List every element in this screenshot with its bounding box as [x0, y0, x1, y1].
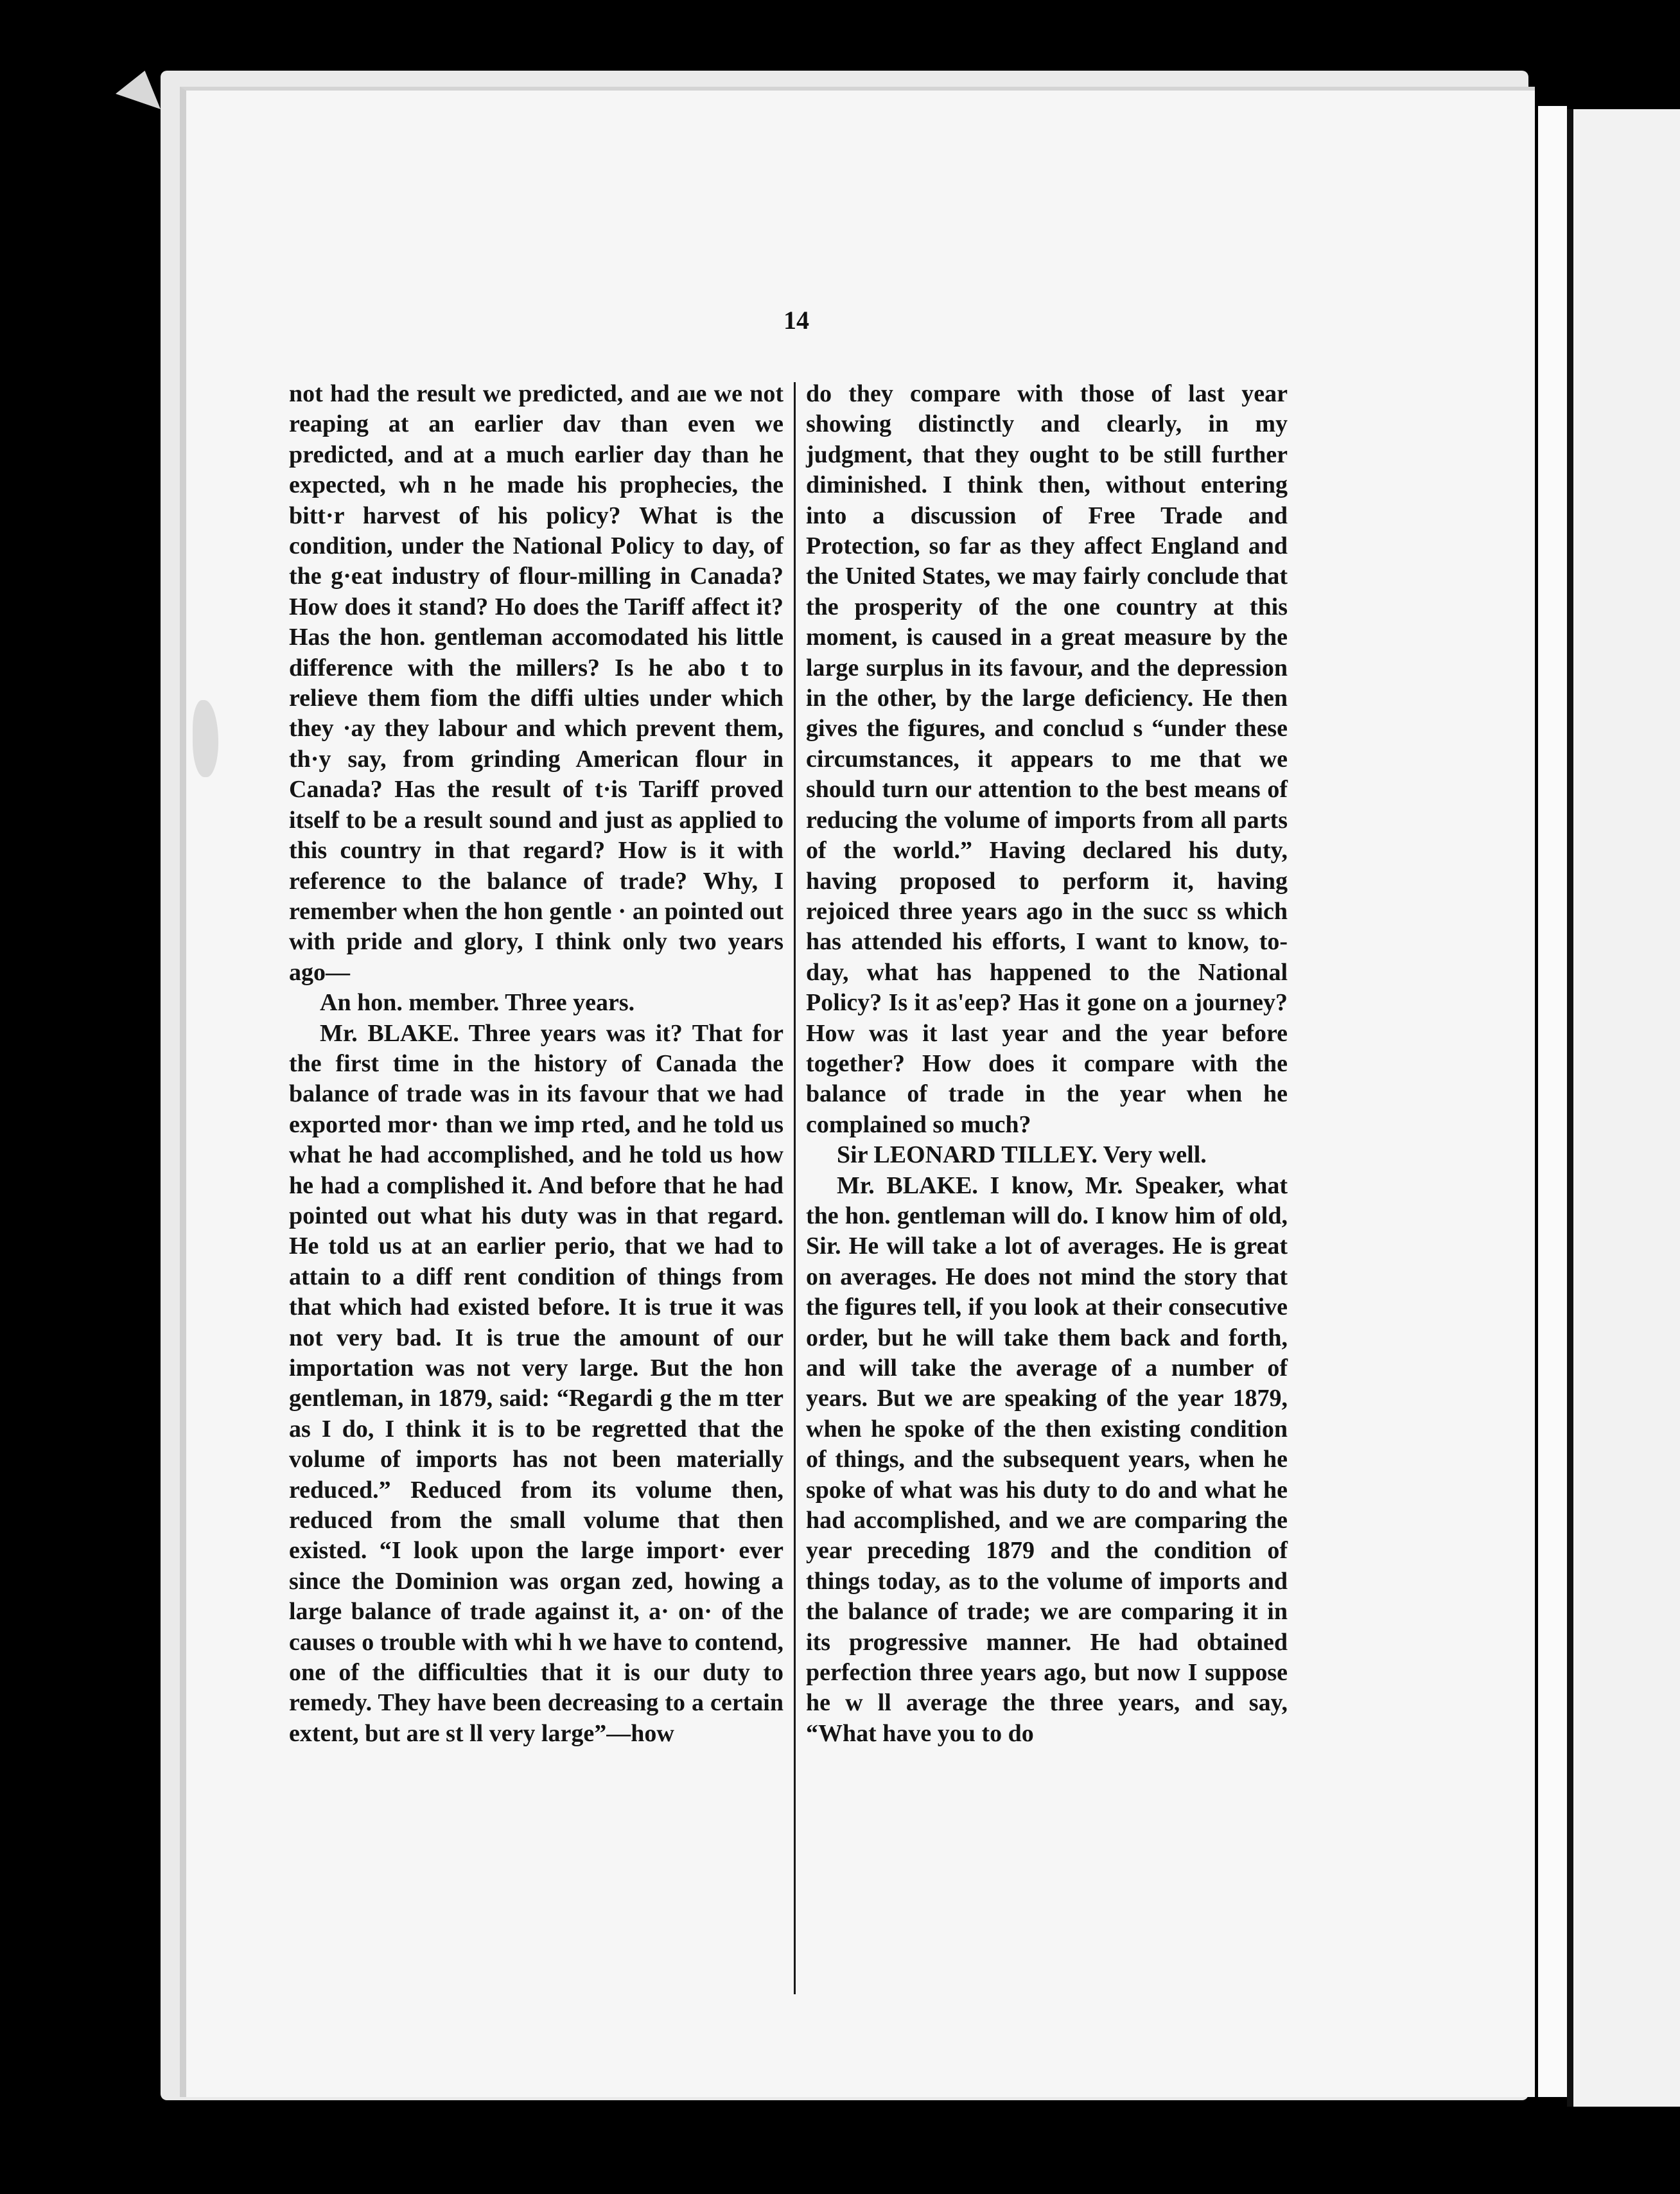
adjacent-page: [1567, 109, 1680, 2107]
left-column: [289, 379, 783, 1749]
paragraph: Sir LEONARD TILLEY. Very well.: [837, 1141, 1207, 1169]
page-edge: [1538, 106, 1567, 2097]
paragraph: Mr. BLAKE. Three years was it? That for the first time in the history of Canada the balance of trade was in its favour that we had exported mor· than we imp rted, and he told us what he had accomplished, and he told us how he had a complished it. And before that he had pointed out what his duty was in that regard. He told us at an earlier perio, that we had to attain to a diff rent condition of things from that which had existed before. It is true it was not very bad. It is true the amount of our importation was not very large. But the hon gentleman, in 1879, said: “Regardi g the m tter as I do, I think it is to be regretted that the volume of imports has not been materially reduced.” Reduced from its volume then, reduced from the small volume that then existed. “I look upon the large import· ever since the Dominion was organ zed, howing a large balance of trade against it, a· on· of the causes o trouble with whi h we have to contend, one of the difficulties that it is our duty to remedy. They have been decreasing to a certain extent, but are st ll very large”—how: [289, 1019, 783, 1747]
column-divider: [794, 382, 796, 1994]
paragraph: do they compare with those of last year showing distinctly and clearly, in my judgment, that they ought to be still further diminished. I think then, without entering into a discussion of Free Trade and Protection, so far as they affect England and the United States, we may fairly conclude that the prosperity of the one country at this moment, is caused in a great measure by the large surplus in its favour, and the depression in the other, by the large deficiency. He then gives the figures, and conclud s “under these circumstances, it appears to me that we should turn our attention to the best means of reducing the volume of imports from all parts of the world.” Having declared his duty, having proposed to perform it, having rejoiced three years ago in the succ ss which has attended his efforts, I want to know, to-day, what has happened to the National Policy? Is it as'eep? Has it gone on a journey? How was it last year and the year before together? How does it compare with the balance of trade in the year when he complained so much?: [806, 380, 1288, 1138]
right-column: [806, 379, 1288, 1749]
paragraph: not had the result we predicted, and aıe we not reaping at an earlier dav than even we predicted, and at a much earlier day than he expected, wh n he made his prophecies, the bitt·r harvest of his policy? What is the condition, under the National Policy to day, of the g·eat industry of flour-milling in Canada? How does it stand? Ho does the Tariff affect it? Has the hon. gentleman accomodated his little difference with the millers? Is he abo t to relieve them fiom the diffi ulties under which they ·ay they labour and which prevent them, th·y say, from grinding American flour in Canada? Has the result of t·is Tariff proved itself to be a result sound and just as applied to this country in that regard? How is it with reference to the balance of trade? Why, I remember when the hon gentle · an pointed out with pride and glory, I think only two years ago—: [289, 380, 783, 986]
paragraph: Mr. BLAKE. I know, Mr. Speaker, what the hon. gentleman will do. I know him of old, Sir. He will take a lot of averages. He is great on averages. He does not mind the story that the figures tell, if you look at their consecutive order, but he will take them back and forth, and will take the average of a number of years. But we are speaking of the year 1879, when he spoke of the then existing condition of things, and the subsequent years, when he spoke of what was his duty to do and what he had accomplished, and we are comparing the year preceding 1879 and the condition of things today, as to the volume of imports and the balance of trade; we are comparing it in its progressive manner. He had obtained perfection three years ago, but now I suppose he w ll average the three years, and say, “What have you to do: [806, 1172, 1288, 1747]
paragraph: An hon. member. Three years.: [320, 989, 635, 1017]
page-number: 14: [783, 306, 809, 335]
folded-corner: [116, 71, 161, 109]
